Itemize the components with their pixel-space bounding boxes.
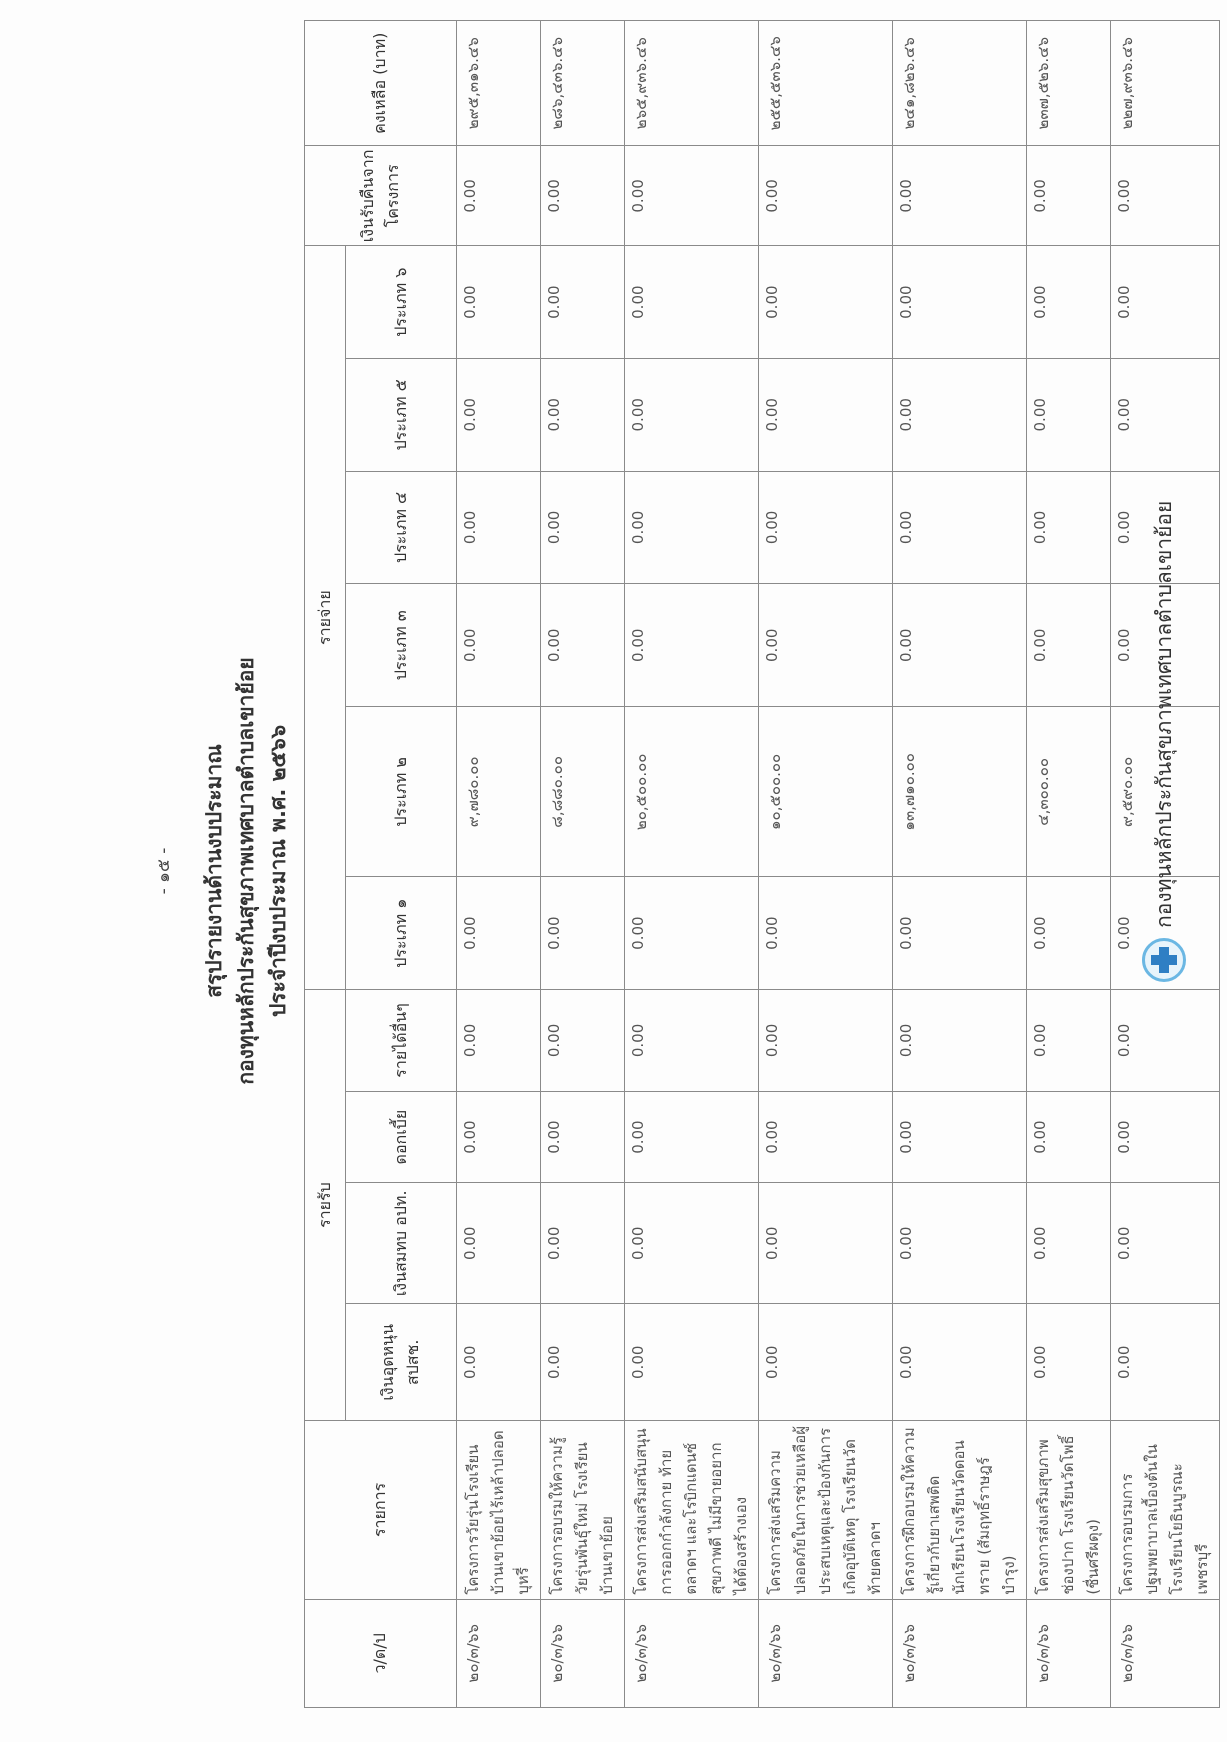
row-income-value: 0.00 xyxy=(457,1091,541,1182)
row-expense-value: 0.00 xyxy=(759,877,893,990)
row-expense-value: 0.00 xyxy=(457,246,541,359)
row-expense-value: 0.00 xyxy=(1111,358,1220,471)
row-expense-value: ๑๓,๗๑๐.๐๐ xyxy=(893,707,1027,877)
header-row-groups xyxy=(305,21,346,1708)
row-refund: 0.00 xyxy=(1027,146,1111,246)
row-expense-value: 0.00 xyxy=(1027,246,1111,359)
row-expense-value: 0.00 xyxy=(1111,471,1220,584)
row-income-value: 0.00 xyxy=(541,1091,625,1182)
header-balance: คงเหลือ (บาท) xyxy=(305,21,457,146)
header-expense-type-5: ประเภท ๕ xyxy=(346,358,457,471)
row-expense-value: 0.00 xyxy=(457,877,541,990)
row-expense-value: 0.00 xyxy=(457,584,541,707)
header-income-other: รายได้อื่นๆ xyxy=(346,989,457,1091)
row-expense-value: 0.00 xyxy=(759,584,893,707)
row-date: ๒๐/๓/๖๖ xyxy=(893,1599,1027,1707)
table-row xyxy=(541,21,625,1708)
row-expense-value: 0.00 xyxy=(625,877,759,990)
header-income-group: รายรับ xyxy=(305,989,346,1420)
row-expense-value: 0.00 xyxy=(457,471,541,584)
table-row xyxy=(625,21,759,1708)
row-expense-value: 0.00 xyxy=(893,584,1027,707)
row-date: ๒๐/๓/๖๖ xyxy=(457,1599,541,1707)
row-expense-value: 0.00 xyxy=(1027,358,1111,471)
row-expense-value: 0.00 xyxy=(457,358,541,471)
row-refund: 0.00 xyxy=(893,146,1027,246)
row-income-value: 0.00 xyxy=(1111,1183,1220,1304)
row-expense-value: 0.00 xyxy=(1027,877,1111,990)
row-income-value: 0.00 xyxy=(759,1183,893,1304)
row-income-value: 0.00 xyxy=(541,1183,625,1304)
table-row xyxy=(1027,21,1111,1708)
row-income-value: 0.00 xyxy=(1111,1304,1220,1421)
table-row xyxy=(893,21,1027,1708)
row-balance: ๒๒๗,๙๓๖.๔๖ xyxy=(1111,21,1220,146)
row-balance: ๒๙๕,๓๑๖.๔๖ xyxy=(457,21,541,146)
row-expense-value: 0.00 xyxy=(541,246,625,359)
row-item: โครงการส่งเสริมสนับสนุนการออกกำลังกาย ท้ายตลาดฯ และโรบิกแดนซ์ สุขภาพดี ไม่มีขายอยากได้ต้องสร้างเอง xyxy=(625,1421,759,1599)
row-expense-value: 0.00 xyxy=(625,584,759,707)
footer-text: กองทุนหลักประกันสุขภาพเทศบาลตำบลเขาย้อย xyxy=(1151,500,1176,928)
row-expense-value: 0.00 xyxy=(1027,471,1111,584)
row-income-value: 0.00 xyxy=(759,1091,893,1182)
row-income-value: 0.00 xyxy=(893,1183,1027,1304)
row-item: โครงการส่งเสริมความปลอดภัยในการช่วยเหลือผู้ประสบเหตุและป้องกันการเกิดอุบัติเหตุ โรงเรียนวัดท้ายตลาดฯ xyxy=(759,1421,893,1599)
table-row xyxy=(457,21,541,1708)
row-item: โครงการส่งเสริมสุขภาพช่องปาก โรงเรียนวัดโพธิ์ (ชื่นศรีผดุง) xyxy=(1027,1421,1111,1599)
row-income-value: 0.00 xyxy=(457,989,541,1091)
row-expense-value: 0.00 xyxy=(541,358,625,471)
row-date: ๒๐/๓/๖๖ xyxy=(625,1599,759,1707)
header-expense-type-2: ประเภท ๒ xyxy=(346,707,457,877)
page-number: - ๑๕ - xyxy=(154,847,174,895)
row-balance: ๒๔๑,๘๒๖.๔๖ xyxy=(893,21,1027,146)
row-expense-value: 0.00 xyxy=(1111,246,1220,359)
row-income-value: 0.00 xyxy=(1027,1304,1111,1421)
row-item: โครงการฝึกอบรมให้ความรู้เกี่ยวกับยาเสพติด นักเรียนโรงเรียนวัดดอนทราย (สัมฤทธิ์ราษฎร์บำรุง) xyxy=(893,1421,1027,1599)
title-line-3: ประจำปีงบประมาณ พ.ศ. ๒๕๖๖ xyxy=(266,724,290,1018)
row-income-value: 0.00 xyxy=(625,989,759,1091)
row-item: โครงการวัยรุ่นโรงเรียนบ้านเขาย้อยไร้เหล้าปลอดบุหรี่ xyxy=(457,1421,541,1599)
title-line-1: สรุปรายงานด้านงบประมาณ xyxy=(202,744,226,998)
row-expense-value: 0.00 xyxy=(1027,584,1111,707)
row-expense-value: 0.00 xyxy=(1111,584,1220,707)
header-expense-type-6: ประเภท ๖ xyxy=(346,246,457,359)
row-expense-value: 0.00 xyxy=(625,471,759,584)
document-title xyxy=(198,0,294,1742)
row-income-value: 0.00 xyxy=(1111,989,1220,1091)
header-expense-type-1: ประเภท ๑ xyxy=(346,877,457,990)
row-expense-value: ๑๐,๕๐๐.๐๐ xyxy=(759,707,893,877)
row-income-value: 0.00 xyxy=(1027,1091,1111,1182)
row-expense-value: 0.00 xyxy=(541,584,625,707)
row-income-value: 0.00 xyxy=(893,1091,1027,1182)
row-balance: ๒๘๖,๔๓๖.๔๖ xyxy=(541,21,625,146)
row-balance: ๒๓๗,๕๒๖.๔๖ xyxy=(1027,21,1111,146)
header-expense-group: รายจ่าย xyxy=(305,246,346,990)
row-refund: 0.00 xyxy=(1111,146,1220,246)
row-balance: ๒๖๕,๙๓๖.๔๖ xyxy=(625,21,759,146)
row-expense-value: ๙,๗๘๐.๐๐ xyxy=(457,707,541,877)
row-item: โครงการอบรมการปฐมพยาบาลเบื้องต้นในโรงเรียนโยธินบูรณะ เพชรบุรี xyxy=(1111,1421,1220,1599)
row-refund: 0.00 xyxy=(457,146,541,246)
row-income-value: 0.00 xyxy=(541,1304,625,1421)
header-expense-type-3: ประเภท ๓ xyxy=(346,584,457,707)
row-date: ๒๐/๓/๖๖ xyxy=(759,1599,893,1707)
row-expense-value: 0.00 xyxy=(625,358,759,471)
row-income-value: 0.00 xyxy=(893,989,1027,1091)
row-date: ๒๐/๓/๖๖ xyxy=(1027,1599,1111,1707)
row-expense-value: 0.00 xyxy=(759,358,893,471)
table-row xyxy=(759,21,893,1708)
row-expense-value: 0.00 xyxy=(893,471,1027,584)
header-refund: เงินรับคืนจากโครงการ xyxy=(305,146,457,246)
row-expense-value: 0.00 xyxy=(541,471,625,584)
row-income-value: 0.00 xyxy=(1027,989,1111,1091)
row-expense-value: 0.00 xyxy=(759,246,893,359)
row-income-value: 0.00 xyxy=(541,989,625,1091)
row-refund: 0.00 xyxy=(759,146,893,246)
header-income-interest: ดอกเบี้ย xyxy=(346,1091,457,1182)
row-expense-value: ๒๐,๕๐๐.๐๐ xyxy=(625,707,759,877)
row-expense-value: 0.00 xyxy=(893,358,1027,471)
footer xyxy=(1142,501,1186,982)
row-date: ๒๐/๓/๖๖ xyxy=(541,1599,625,1707)
row-income-value: 0.00 xyxy=(759,1304,893,1421)
row-expense-value: 0.00 xyxy=(541,877,625,990)
row-expense-value: ๙,๕๙๐.๐๐ xyxy=(1111,707,1220,877)
header-expense-type-4: ประเภท ๔ xyxy=(346,471,457,584)
row-income-value: 0.00 xyxy=(1027,1183,1111,1304)
health-fund-logo-icon xyxy=(1142,938,1186,982)
row-refund: 0.00 xyxy=(541,146,625,246)
title-line-2: กองทุนหลักประกันสุขภาพเทศบาลตำบลเขาย้อย xyxy=(234,657,258,1085)
row-expense-value: 0.00 xyxy=(893,246,1027,359)
row-income-value: 0.00 xyxy=(457,1304,541,1421)
row-income-value: 0.00 xyxy=(625,1304,759,1421)
row-income-value: 0.00 xyxy=(625,1183,759,1304)
row-income-value: 0.00 xyxy=(625,1091,759,1182)
row-income-value: 0.00 xyxy=(893,1304,1027,1421)
row-expense-value: 0.00 xyxy=(759,471,893,584)
header-date: ว/ด/ป xyxy=(305,1599,457,1707)
row-income-value: 0.00 xyxy=(1111,1091,1220,1182)
row-expense-value: ๘,๘๘๐.๐๐ xyxy=(541,707,625,877)
row-item: โครงการอบรมให้ความรู้วัยรุ่นพันธุ์ใหม่ โรงเรียนบ้านเขาย้อย xyxy=(541,1421,625,1599)
row-expense-value: 0.00 xyxy=(893,877,1027,990)
row-income-value: 0.00 xyxy=(759,989,893,1091)
row-income-value: 0.00 xyxy=(457,1183,541,1304)
header-income-contribution: เงินสมทบ อปท. xyxy=(346,1183,457,1304)
row-balance: ๒๕๕,๕๓๖.๔๖ xyxy=(759,21,893,146)
budget-report-table xyxy=(304,20,1220,1708)
row-expense-value: 0.00 xyxy=(1111,877,1220,990)
row-date: ๒๐/๓/๖๖ xyxy=(1111,1599,1220,1707)
header-item: รายการ xyxy=(305,1421,457,1599)
row-refund: 0.00 xyxy=(625,146,759,246)
row-expense-value: ๔,๓๐๐.๐๐ xyxy=(1027,707,1111,877)
row-expense-value: 0.00 xyxy=(625,246,759,359)
header-income-subsidy: เงินอุดหนุน สปสช. xyxy=(346,1304,457,1421)
